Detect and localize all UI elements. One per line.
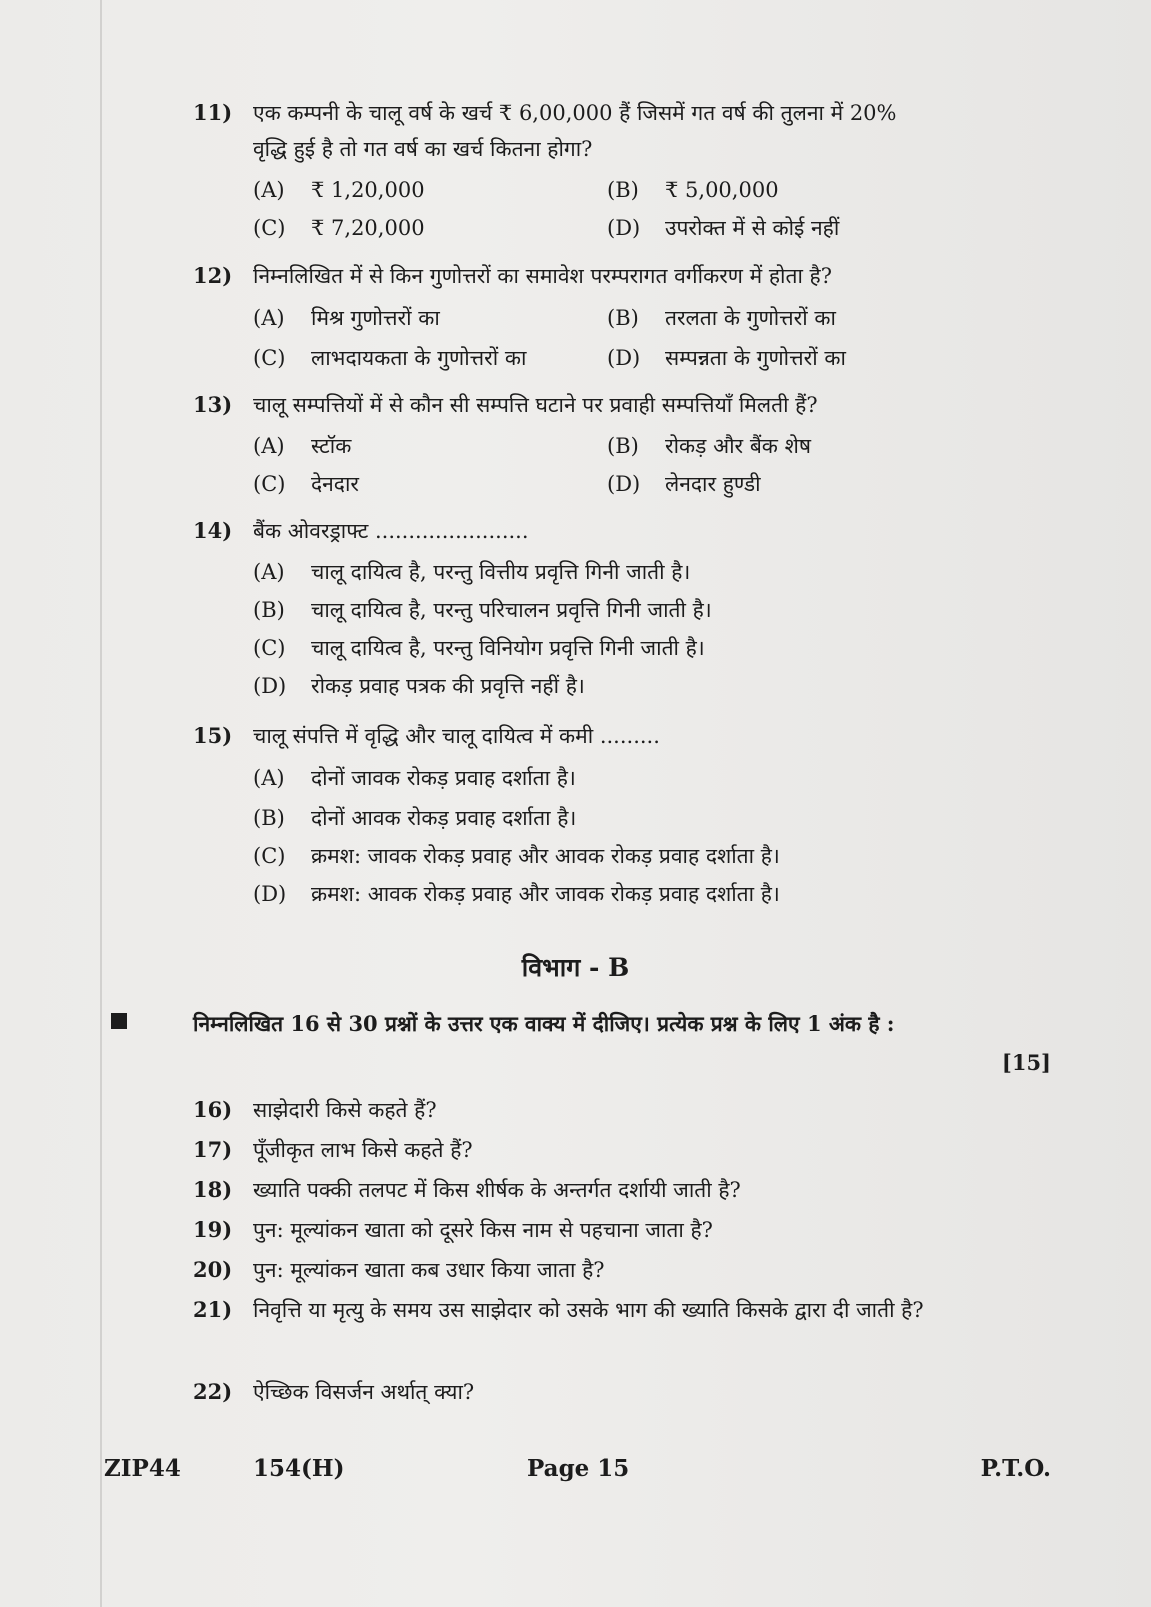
option: (B) तरलता के गुणोत्तरों का [607,306,836,330]
option: (B) रोकड़ और बैंक शेष [607,434,812,458]
option: (A) ₹ 1,20,000 [253,178,425,202]
option: (D) रोकड़ प्रवाह पत्रक की प्रवृत्ति नहीं है। [253,674,585,698]
question-text: बैंक ओवरड्राफ्ट ....................... [253,519,529,543]
footer-paper: 154(H) [253,1455,345,1482]
question-text: पुन: मूल्यांकन खाता कब उधार किया जाता है? [253,1258,605,1282]
question-text: साझेदारी किसे कहते हैं? [253,1098,437,1122]
option: (C) चालू दायित्व है, परन्तु विनियोग प्रवृत्ति गिनी जाती है। [253,636,705,660]
option: (B) दोनों आवक रोकड़ प्रवाह दर्शाता है। [253,806,577,830]
question-number: 17) [193,1137,233,1162]
option: (C) ₹ 7,20,000 [253,216,425,240]
question-number: 12) [193,263,233,288]
section-heading: विभाग - B [521,953,630,982]
question-number: 18) [193,1177,233,1202]
question-number: 20) [193,1257,233,1282]
question-number: 11) [193,100,233,125]
option: (A) मिश्र गुणोत्तरों का [253,306,440,330]
question-number: 14) [193,518,233,543]
option: (C) लाभदायकता के गुणोत्तरों का [253,346,527,370]
option: (B) ₹ 5,00,000 [607,178,779,202]
question-text: निवृत्ति या मृत्यु के समय उस साझेदार को उसके भाग की ख्याति किसके द्वारा दी जाती है? [253,1298,924,1322]
question-text: पूँजीकृत लाभ किसे कहते हैं? [253,1138,473,1162]
question-text: ख्याति पक्की तलपट में किस शीर्षक के अन्तर्गत दर्शायी जाती है? [253,1178,741,1202]
question-text: ऐच्छिक विसर्जन अर्थात् क्या? [253,1380,475,1404]
footer-pto: P.T.O. [980,1455,1051,1482]
square-bullet-icon [111,1013,127,1029]
option: (A) चालू दायित्व है, परन्तु वित्तीय प्रवृत्ति गिनी जाती है। [253,560,691,584]
question-number: 22) [193,1379,233,1404]
question-text: चालू सम्पत्तियों में से कौन सी सम्पत्ति घटाने पर प्रवाही सम्पत्तियाँ मिलती हैं? [253,393,818,417]
question-number: 16) [193,1097,233,1122]
option: (A) स्टॉक [253,434,352,458]
question-text: पुन: मूल्यांकन खाता को दूसरे किस नाम से पहचाना जाता है? [253,1218,713,1242]
section-instruction: निम्नलिखित 16 से 30 प्रश्नों के उत्तर एक वाक्य में दीजिए। प्रत्येक प्रश्न के लिए 1 अंक है : [193,1011,895,1036]
question-text: चालू संपत्ति में वृद्धि और चालू दायित्व में कमी ......... [253,724,660,748]
option: (C) क्रमश: जावक रोकड़ प्रवाह और आवक रोकड़ प्रवाह दर्शाता है। [253,844,780,868]
option: (B) चालू दायित्व है, परन्तु परिचालन प्रवृत्ति गिनी जाती है। [253,598,712,622]
footer-page-number: Page 15 [527,1455,630,1482]
option: (D) लेनदार हुण्डी [607,472,761,496]
question-number: 13) [193,392,233,417]
question-number: 19) [193,1217,233,1242]
option: (C) देनदार [253,472,359,496]
question-text: एक कम्पनी के चालू वर्ष के खर्च ₹ 6,00,000 हैं जिसमें गत वर्ष की तुलना में 20% वृद्धि हुई है तो गत वर्ष का खर्च कितना होगा? [253,101,897,161]
section-marks: [15] [1001,1050,1051,1075]
option: (D) उपरोक्त में से कोई नहीं [607,216,840,240]
question-number: 15) [193,723,233,748]
option: (A) दोनों जावक रोकड़ प्रवाह दर्शाता है। [253,766,576,790]
question-number: 21) [193,1297,233,1322]
option: (D) क्रमश: आवक रोकड़ प्रवाह और जावक रोकड़ प्रवाह दर्शाता है। [253,882,780,906]
footer-code: ZIP44 [104,1455,181,1482]
question-text: निम्नलिखित में से किन गुणोत्तरों का समावेश परम्परागत वर्गीकरण में होता है? [253,264,832,288]
page-fold-line [100,0,102,1607]
option: (D) सम्पन्नता के गुणोत्तरों का [607,346,846,370]
